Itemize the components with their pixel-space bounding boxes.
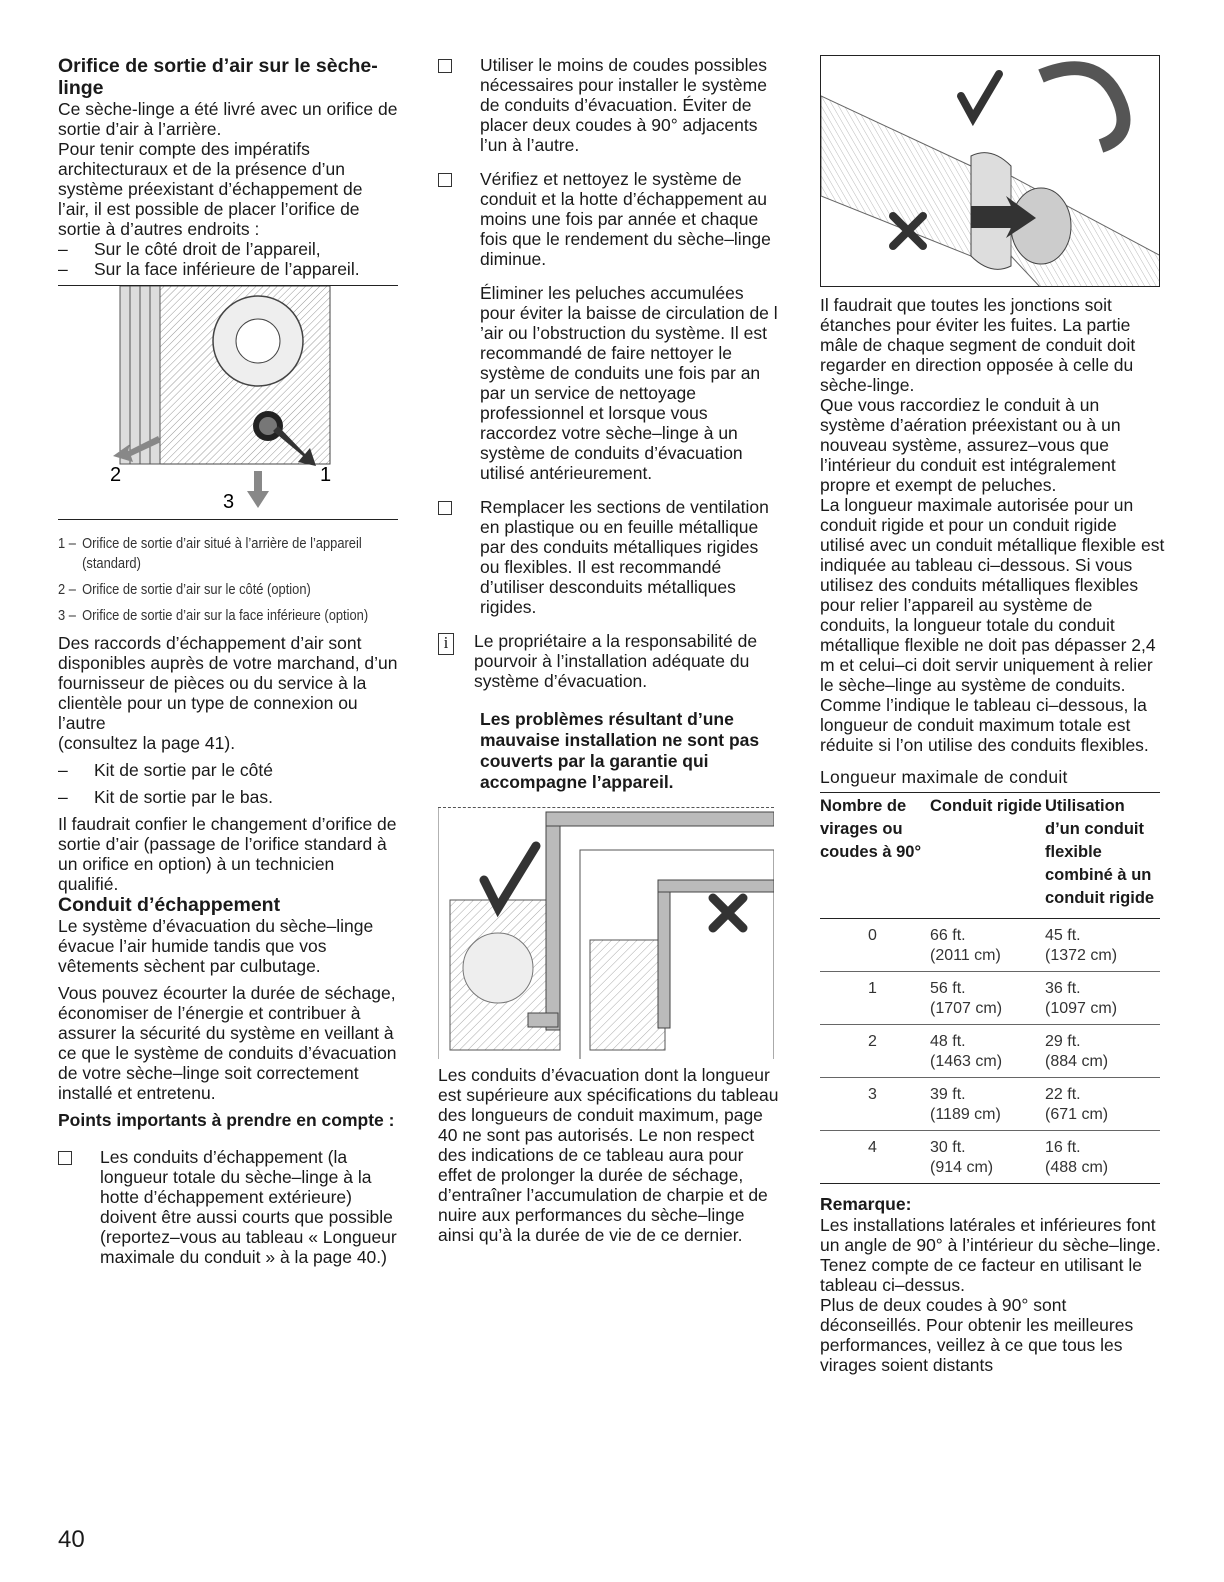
paragraph: Vous pouvez écourter la durée de séchage, économiser de l’énergie et contribuer à assurer la sécurité du système en veillant à ce que le système de conduits d’évacuation de votre sèche–linge soit correctement installé et entretenu. [58,983,397,1103]
max-duct-length-table [820,792,1160,1184]
paragraph: Le système d’évacuation du sèche–linge évacue l’air humide tandis que vos vêtements sèchent par culbutage. [58,916,374,976]
table-title: Longueur maximale de conduit [820,767,1068,787]
paragraph: Éliminer les peluches accumulées pour éviter la baisse de circulation de l ’air ou l’obstruction du système. Il est recommandé de faire nettoyer le système de conduits une fois par an par un service de nettoyage professionnel et lorsque vous raccordez votre sèche–linge à un système de conduits d’évacuation utilisé antérieurement. [480,283,778,483]
table-row: 4 30 ft. (914 cm) 16 ft. (488 cm) [820,1131,1160,1184]
duct-joint-illustration [821,56,1160,287]
list-item: – Sur le côté droit de l’appareil, [58,239,321,259]
dryer-rear-illustration [58,286,398,520]
paragraph: fournisseur de pièces ou du service à la clientèle pour un type de connexion ou l’autre [58,673,367,733]
column-right [820,55,1165,1375]
list-item: – Kit de sortie par le bas. [58,787,273,807]
paragraph: Les installations latérales et inférieures font un angle de 90° à l’intérieur du sèche–linge. Tenez compte de ce facteur en utilisant le tableau ci–dessus. [820,1215,1161,1295]
paragraph: Des raccords d’échappement d’air sont disponibles auprès de votre marchand, d’un [58,633,398,673]
list-item: – Kit de sortie par le côté [58,760,273,780]
checklist-item: Remplacer les sections de ventilation en plastique ou en feuille métallique par des conduits métalliques rigides ou flexibles. Il est recommandé d’utiliser desconduits métalliques rigides. [438,497,780,617]
checkbox-bullet-icon [58,1151,72,1165]
paragraph: Il faudrait que toutes les jonctions soit étanches pour éviter les fuites. La partie mâle de chaque segment de conduit doit regarder en direction opposée à celle du sèche-linge. [820,295,1136,395]
header-flexible: Utilisation d’un conduit flexible combiné à un conduit rigide [1045,797,1155,907]
warning-text: Les problèmes résultant d’une mauvaise installation ne sont pas couverts par la garantie qui accompagne l’appareil. [480,709,760,792]
info-icon: i [438,633,454,655]
paragraph: Ce sèche-linge a été livré avec un orifice de sortie d’air à l’arrière. [58,99,398,139]
list-item: – Sur la face inférieure de l’appareil. [58,259,360,279]
table-row: 0 66 ft. (2011 cm) 45 ft. (1372 cm) [820,919,1160,972]
checkbox-bullet-icon [438,173,452,187]
checklist-item: Utiliser le moins de coudes possibles nécessaires pour installer le système de conduits d’évacuation. Éviter de placer deux coudes à 90° adjacents l’un à l’autre. [438,55,780,155]
heading-points: Points importants à prendre en compte : [58,1110,395,1130]
column-middle [438,55,780,1245]
check-mark-icon [961,74,999,118]
checkbox-bullet-icon [438,59,452,73]
paragraph: Que vous raccordiez le conduit à un système d’aération préexistant ou à un nouveau système, assurez–vous que l’intérieur du conduit est intégralement propre et exempt de peluches. [820,395,1121,495]
duct-comparison-figure [438,807,774,1059]
heading-air-outlet: Orifice de sortie d’air sur le sèche-linge [58,55,378,99]
heading-exhaust: Conduit d’échappement [58,894,281,916]
label-2: 2 [110,464,122,486]
page-number: 40 [58,1526,85,1553]
figure-captions [58,534,398,626]
paragraph: Il faudrait confier le changement d’orifice de sortie d’air (passage de l’orifice standard à un orifice en option) à un technicien qualifié. [58,814,397,894]
table-row: 2 48 ft. (1463 cm) 29 ft. (884 cm) [820,1025,1160,1078]
table-row: 1 56 ft. (1707 cm) 36 ft. (1097 cm) [820,972,1160,1025]
caption-2: 2 – Orifice de sortie d’air sur le côté (option) [58,581,311,598]
label-1: 1 [320,464,332,486]
dryer-outlet-figure [58,285,398,520]
column-left [58,55,398,1281]
duct-illustration [438,808,774,1059]
label-3: 3 [223,491,235,513]
info-note: i Le propriétaire a la responsabilité de pourvoir à l’installation adéquate du système d’évacuation. [438,631,780,691]
header-rigid: Conduit rigide [930,797,1042,815]
caption-1: 1 – Orifice de sortie d’air situé à l’arrière de l’appareil (standard) [58,535,362,572]
checklist-item: Les conduits d’échappement (la longueur totale du sèche–linge à la hotte d’échappement extérieure) doivent être aussi courts que possible (reportez–vous au tableau « Longueur maximale du conduit » à la page 40.) [58,1147,398,1267]
caption-3: 3 – Orifice de sortie d’air sur la face inférieure (option) [58,607,369,624]
checklist-item: Vérifiez et nettoyez le système de conduit et la hotte d’échappement au moins une fois par année et chaque fois que le rendement du sèche–linge diminue. [438,169,780,269]
paragraph: (consultez la page 41). [58,733,236,753]
check-mark-icon [484,846,536,908]
table-row: 3 39 ft. (1189 cm) 22 ft. (671 cm) [820,1078,1160,1131]
header-bends: Nombre de virages ou coudes à 90° [820,797,922,861]
paragraph: Plus de deux coudes à 90° sont déconseillés. Pour obtenir les meilleures performances, veillez à ce que tous les virages soient distants [820,1295,1134,1375]
table-header-row [820,793,1160,919]
checkbox-bullet-icon [438,501,452,515]
x-mark-icon [713,898,743,928]
paragraph: Les conduits d’évacuation dont la longueur est supérieure aux spécifications du tableau des longueurs de conduit maximum, page 40 ne sont pas autorisés. Le non respect des indications de ce tableau aura pour effet de prolonger la durée de séchage, d’entraîner l’accumulation de charpie et de nuire aux performances du sèche–linge ainsi qu’à la durée de vie de ce dernier. [438,1065,779,1245]
paragraph: Pour tenir compte des impératifs architecturaux et de la présence d’un système préexistant d’échappement de l’air, il est possible de placer l’orifice de sortie à d’autres endroits : [58,139,363,239]
duct-tape-figure [820,55,1160,287]
remark-title: Remarque: [820,1194,912,1214]
paragraph: La longueur maximale autorisée pour un conduit rigide et pour un conduit rigide utilisé avec un conduit métallique flexible est indiquée au tableau ci–dessous. Si vous utilisez des conduits métalliques flexibles pour relier l’appareil au système de conduits, la longueur totale du conduit métallique flexible ne doit pas dépasser 2,4 m et celui–ci doit servir uniquement à relier le sèche–linge au système de conduits. Comme l’indique le tableau ci–dessous, la longueur de conduit maximum totale est réduite si l’on utilise des conduits flexibles. [820,495,1165,755]
